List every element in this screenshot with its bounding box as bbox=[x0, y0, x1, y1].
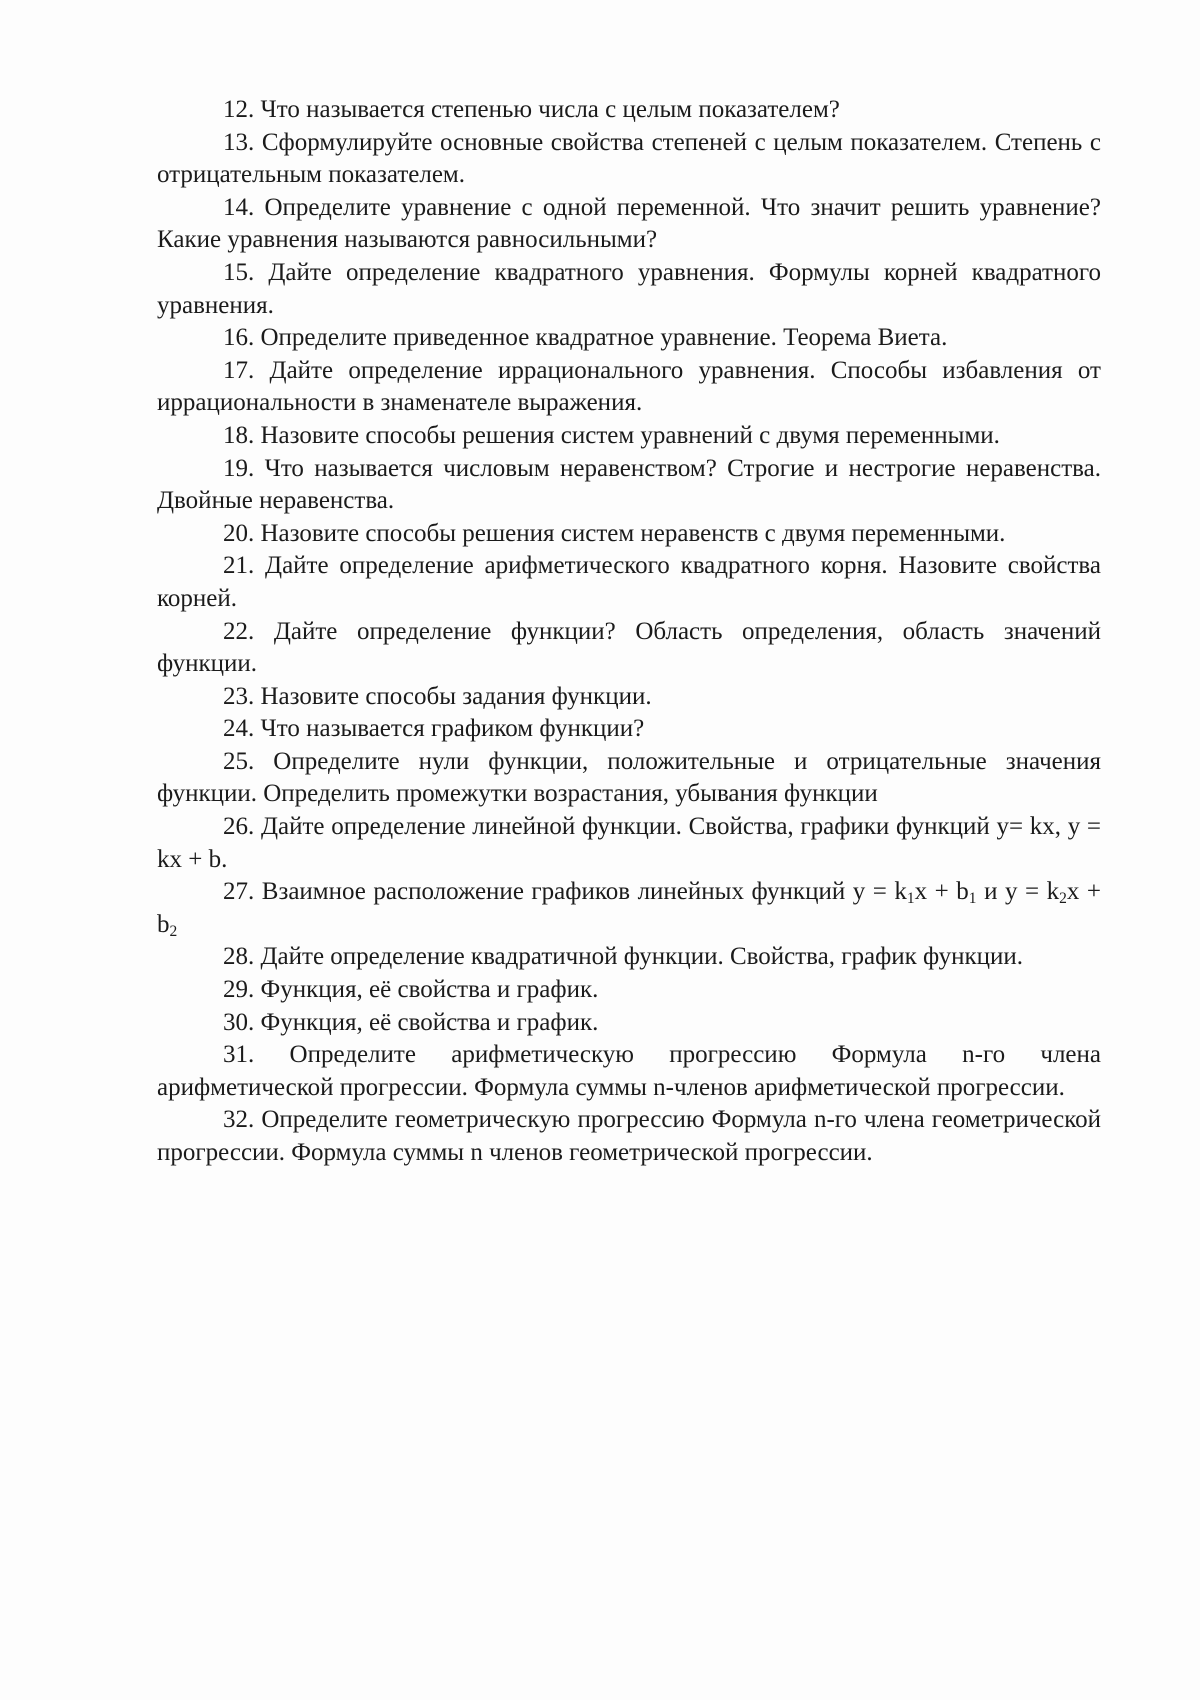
question-text: Определите нули функции, положительные и отрицательные значения функции. Определить промежутки возрастания, убывания функции bbox=[157, 747, 1101, 808]
question-text: Дайте определение иррационального уравнения. Способы избавления от иррациональности в знаменателе выражения. bbox=[157, 356, 1101, 417]
question-item bbox=[157, 1007, 1101, 1040]
question-number: 27. bbox=[223, 878, 255, 906]
question-text: Определите арифметическую прогрессию Формула n-го члена арифметической прогрессии. Формула суммы n-членов арифметической прогрессии. bbox=[157, 1041, 1101, 1101]
question-text: Что называется степенью числа с целым показателем? bbox=[254, 96, 840, 123]
question-text: Определите геометрическую прогрессию Формула n-го члена геометрической прогрессии. Формула суммы n членов геометрической прогрессии. bbox=[157, 1106, 1101, 1166]
question-text: Дайте определение квадратичной функции. Свойства, график функции. bbox=[254, 943, 1024, 971]
question-number: 18. bbox=[223, 421, 255, 449]
question-text: Определите уравнение с одной переменной. Что значит решить уравнение? Какие уравнения называются равносильными? bbox=[157, 193, 1101, 254]
question-text: Взаимное расположение графиков линейных функций y = k bbox=[254, 878, 907, 906]
question-number: 12. bbox=[223, 96, 255, 123]
question-item bbox=[157, 811, 1101, 876]
subscript: 1 bbox=[968, 890, 977, 908]
question-text: Функция, её свойства и график. bbox=[254, 976, 599, 1004]
question-number: 29. bbox=[223, 976, 255, 1004]
question-text: Назовите способы решения систем уравнений с двумя переменными. bbox=[254, 421, 1000, 449]
question-item bbox=[157, 876, 1101, 941]
question-number: 14. bbox=[223, 193, 255, 221]
question-item bbox=[157, 1039, 1101, 1104]
question-item bbox=[157, 94, 1101, 127]
question-list bbox=[157, 94, 1101, 1170]
question-number: 32. bbox=[223, 1106, 255, 1134]
question-number: 21. bbox=[223, 552, 255, 580]
question-number: 25. bbox=[223, 747, 255, 775]
question-item bbox=[157, 257, 1101, 322]
question-item bbox=[157, 941, 1101, 974]
question-text: x + b bbox=[157, 878, 1101, 938]
question-text: Назовите способы задания функции. bbox=[254, 682, 652, 710]
subscript: 2 bbox=[169, 922, 178, 940]
question-text: Что называется числовым неравенством? Строгие и нестрогие неравенства. Двойные неравенства. bbox=[157, 454, 1101, 515]
question-number: 30. bbox=[223, 1008, 255, 1036]
question-text: Функция, её свойства и график. bbox=[254, 1008, 599, 1036]
question-number: 15. bbox=[223, 258, 255, 286]
question-text: x + b bbox=[914, 878, 969, 906]
question-number: 31. bbox=[223, 1041, 255, 1069]
question-text: Дайте определение функции? Область определения, область значений функции. bbox=[157, 617, 1101, 678]
question-number: 28. bbox=[223, 943, 255, 971]
question-item bbox=[157, 322, 1101, 355]
question-item bbox=[157, 1104, 1101, 1169]
question-item bbox=[157, 192, 1101, 257]
question-item bbox=[157, 681, 1101, 714]
question-text: Дайте определение квадратного уравнения. Формулы корней квадратного уравнения. bbox=[157, 258, 1101, 319]
question-number: 16. bbox=[223, 324, 255, 352]
question-text: Сформулируйте основные свойства степеней с целым показателем. Степень с отрицательным показателем. bbox=[157, 128, 1101, 189]
question-number: 13. bbox=[223, 128, 255, 156]
question-number: 26. bbox=[223, 813, 255, 841]
question-item bbox=[157, 355, 1101, 420]
subscript: 2 bbox=[1059, 890, 1067, 908]
question-number: 23. bbox=[223, 682, 255, 710]
subscript: 1 bbox=[906, 890, 915, 908]
question-text: Определите приведенное квадратное уравнение. Теорема Виета. bbox=[254, 324, 948, 352]
question-number: 17. bbox=[223, 356, 255, 384]
question-item bbox=[157, 616, 1101, 681]
question-item bbox=[157, 746, 1101, 811]
question-number: 19. bbox=[223, 454, 255, 482]
question-item bbox=[157, 550, 1101, 615]
question-number: 22. bbox=[223, 617, 255, 645]
question-item bbox=[157, 713, 1101, 746]
question-item bbox=[157, 974, 1101, 1007]
question-number: 20. bbox=[223, 519, 255, 547]
question-item bbox=[157, 453, 1101, 518]
question-text: Дайте определение линейной функции. Свойства, графики функций y= kx, y = kx + b. bbox=[157, 813, 1101, 873]
question-item bbox=[157, 518, 1101, 551]
question-item bbox=[157, 127, 1101, 192]
question-text: и y = k bbox=[976, 878, 1060, 906]
question-number: 24. bbox=[223, 715, 255, 743]
question-text: Что называется графиком функции? bbox=[254, 715, 645, 743]
question-text: Назовите способы решения систем неравенств с двумя переменными. bbox=[254, 519, 1006, 547]
question-text: Дайте определение арифметического квадратного корня. Назовите свойства корней. bbox=[157, 552, 1101, 612]
question-item bbox=[157, 420, 1101, 453]
